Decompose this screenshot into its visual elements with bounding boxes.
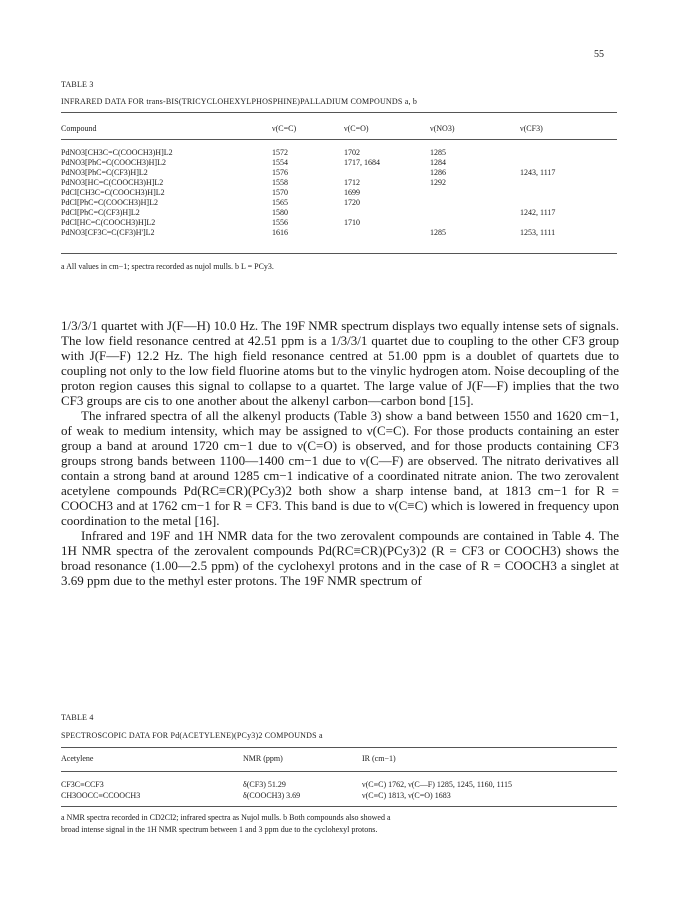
table-3-header-rule <box>61 139 617 140</box>
table-3-top-rule <box>61 112 617 113</box>
table-3-title: INFRARED DATA FOR trans-BIS(TRICYCLOHEXYLPHOSPHINE)PALLADIUM COMPOUNDS a, b <box>61 97 418 106</box>
table-3-header-compound: Compound <box>61 124 97 133</box>
table-cell: 1253, 1111 <box>520 228 556 237</box>
table-row: PdCl[PhC=C(COOCH3)H]L2 <box>61 198 158 207</box>
table-3-footnote: a All values in cm−1; spectra recorded as nujol mulls. b L = PCy3. <box>61 262 274 271</box>
table-4-title: SPECTROSCOPIC DATA FOR Pd(ACETYLENE)(PCy3)2 COMPOUNDS a <box>61 731 323 740</box>
table-4-footnote-line-2: broad intense signal in the 1H NMR spectrum between 1 and 3 ppm due to the cyclohexyl protons. <box>61 825 378 834</box>
table-cell: 1285 <box>430 228 446 237</box>
table-cell: 1699 <box>344 188 360 197</box>
table-3-bottom-rule <box>61 253 617 254</box>
table-3-header-co: ν(C=O) <box>344 124 369 133</box>
table-cell: ν(C≡C) 1762, ν(C—F) 1285, 1245, 1160, 1115 <box>362 780 512 789</box>
table-cell: 1572 <box>272 148 288 157</box>
table-cell: 1285 <box>430 148 446 157</box>
table-cell: 1554 <box>272 158 288 167</box>
table-3-header-no3: ν(NO3) <box>430 124 455 133</box>
table-cell: 1576 <box>272 168 288 177</box>
table-cell: 1292 <box>430 178 446 187</box>
table-row: PdNO3[PhC=C(COOCH3)H]L2 <box>61 158 166 167</box>
table-cell: 1616 <box>272 228 288 237</box>
table-row: PdNO3[CH3C=C(COOCH3)H]L2 <box>61 148 173 157</box>
table-3-header-cc: ν(C=C) <box>272 124 297 133</box>
table-4-header-ir: IR (cm−1) <box>362 754 396 763</box>
table-row: PdCl[CH3C=C(COOCH3)H]L2 <box>61 188 165 197</box>
table-cell: 1710 <box>344 218 360 227</box>
table-row: PdNO3[CF3C=C(CF3)H']L2 <box>61 228 155 237</box>
table-3-label: TABLE 3 <box>61 80 94 89</box>
table-cell: 1284 <box>430 158 446 167</box>
table-row: PdNO3[PhC=C(CF3)H]L2 <box>61 168 148 177</box>
table-4-header-nmr: NMR (ppm) <box>243 754 283 763</box>
table-cell: ν(C≡C) 1813, ν(C=O) 1683 <box>362 791 451 800</box>
table-4-header-acetylene: Acetylene <box>61 754 94 763</box>
table-row: CF3C≡CCF3 <box>61 780 104 789</box>
table-row: PdCl[PhC=C(CF3)H]L2 <box>61 208 140 217</box>
table-cell: δ(CF3) 51.29 <box>243 780 286 789</box>
table-row: PdNO3[HC=C(COOCH3)H]L2 <box>61 178 164 187</box>
table-cell: δ(COOCH3) 3.69 <box>243 791 301 800</box>
table-4-bottom-rule <box>61 806 617 807</box>
table-4-label: TABLE 4 <box>61 713 94 722</box>
table-cell: 1580 <box>272 208 288 217</box>
table-cell: 1712 <box>344 178 360 187</box>
table-4-top-rule <box>61 747 617 748</box>
paragraph: 1/3/3/1 quartet with J(F—H) 10.0 Hz. The 19F NMR spectrum displays two equally intense sets of signals. The low field resonance centred at 42.51 ppm is a 1/3/3/1 quartet due to coupling to the other CF3 group with J(F—F) 12.2 Hz. The high field resonance centred at 51.00 ppm is a doublet of quartets due to coupling not only to the low field fluorine atoms but to the vinylic hydrogen atom. Noise decoupling of the proton region causes this signal to collapse to a quartet. The large value of J(F—F) implies that the two CF3 groups are cis to one another about the alkenyl carbon—carbon bond [15]. <box>61 318 619 408</box>
table-4-footnote-line-1: a NMR spectra recorded in CD2Cl2; infrared spectra as Nujol mulls. b Both compounds also showed a <box>61 813 391 822</box>
table-cell: 1558 <box>272 178 288 187</box>
table-cell: 1565 <box>272 198 288 207</box>
table-cell: 1702 <box>344 148 360 157</box>
table-4-header-rule <box>61 771 617 772</box>
paragraph: Infrared and 19F and 1H NMR data for the two zerovalent compounds are contained in Table 4. The 1H NMR spectra of the zerovalent compounds Pd(RC≡CR)(PCy3)2 (R = CF3 or COOCH3) shows the broad resonance (1.00—2.5 ppm) of the cyclohexyl protons and in the case of R = COOCH3 a singlet at 3.69 ppm due to the methyl ester protons. The 19F NMR spectrum of <box>61 528 619 588</box>
table-cell: 1556 <box>272 218 288 227</box>
table-cell: 1243, 1117 <box>520 168 556 177</box>
table-cell: 1242, 1117 <box>520 208 556 217</box>
body-text <box>61 318 619 588</box>
table-row: PdCl[HC=C(COOCH3)H]L2 <box>61 218 156 227</box>
table-cell: 1286 <box>430 168 446 177</box>
table-cell: 1717, 1684 <box>344 158 380 167</box>
table-cell: 1720 <box>344 198 360 207</box>
table-3-header-cf3: ν(CF3) <box>520 124 543 133</box>
table-cell: 1570 <box>272 188 288 197</box>
page-number: 55 <box>594 49 604 60</box>
paragraph: The infrared spectra of all the alkenyl products (Table 3) show a band between 1550 and 1620 cm−1, of weak to medium intensity, which may be assigned to ν(C=C). For those products containing an ester group a band at around 1720 cm−1 due to ν(C=O) is observed, and for those products containing CF3 groups strong bands between 1100—1400 cm−1 due to ν(C—F) are observed. The nitrato derivatives all contain a strong band at around 1285 cm−1 indicative of a coordinated nitrate anion. The two zerovalent acetylene compounds Pd(RC≡CR)(PCy3)2 both show a sharp intense band, at 1813 cm−1 for R = COOCH3 and at 1762 cm−1 for R = CF3. This band is due to ν(C≡C) which is lowered in frequency upon coordination to the metal [16]. <box>61 408 619 528</box>
table-row: CH3OOCC≡CCOOCH3 <box>61 791 141 800</box>
